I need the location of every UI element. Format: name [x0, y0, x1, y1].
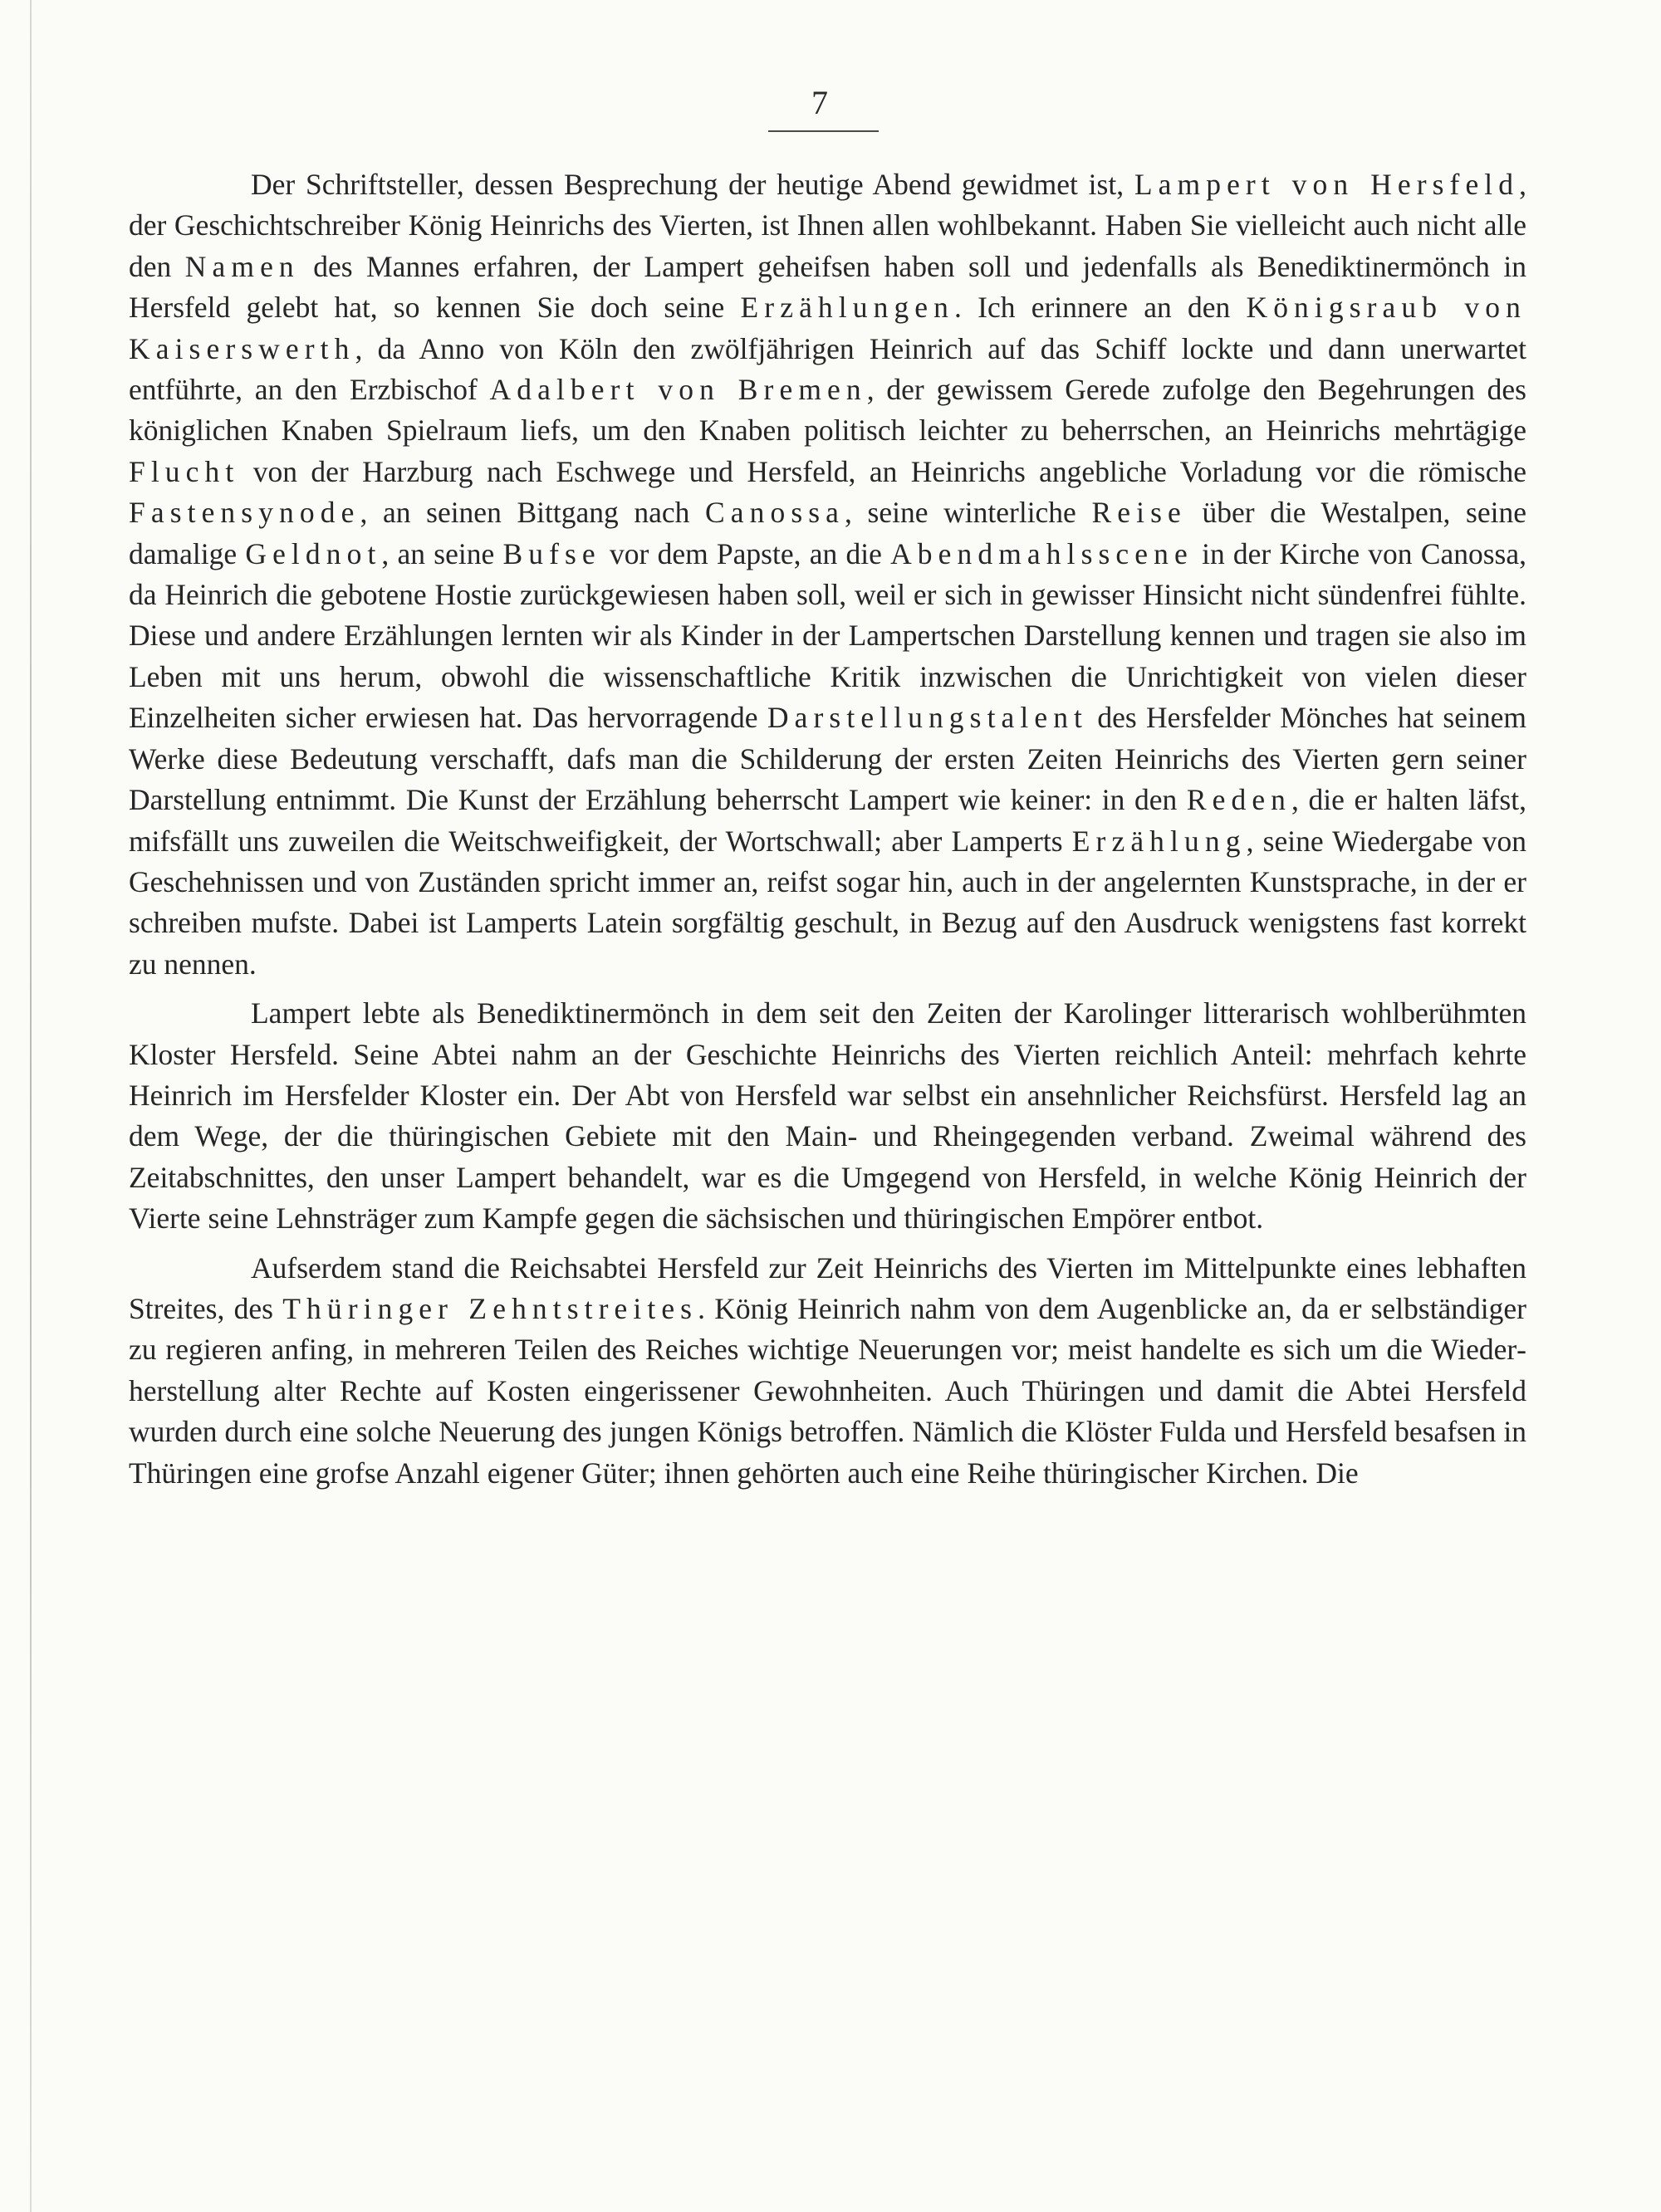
- text-run: des Hersfelder Mönches hat seinem Werke diese Bedeutung verschafft, dafs man die Schilderung der ersten Zeiten Heinrichs des Vierten gern seiner Darstellung entnimmt. Die Kunst der Erzählung beherrscht Lampert wie keiner: in den: [129, 701, 1526, 817]
- text-run: , da Anno von Köln den zwölfjährigen Heinrich auf das Schiff lockte und dann unerwartet entführte, an den Erzbischof: [129, 331, 1526, 407]
- text-run: Lampert lebte als Benediktinermönch in dem seit den Zeiten der Karolinger litterarisch wohlberühmten Kloster Hersfeld. Seine Abtei nahm an der Geschichte Heinrichs des Vierten reichlich Anteil: mehrfach kehrte Heinrich im Hersfelder Kloster ein. Der Abt von Hersfeld war selbst ein ansehnlicher Reichsfürst. Hersfeld lag an dem Wege, der die thüringischen Gebiete mit den Main- und Rheingegenden verband. Zweimal während des Zeitabschnittes, den unser Lampert behandelt, war es die Umgegend von Hersfeld, in welche König Heinrich der Vierte seine Lehnsträger zum Kampfe gegen die sächsischen und thüringischen Empörer entbot.: [129, 996, 1526, 1236]
- text-run: Aufserdem stand die Reichsabtei Hersfeld zur Zeit Heinrichs des Vierten im Mittelpunkte eines lebhaften Streites, des: [129, 1250, 1526, 1325]
- spaced-emphasis: Königsraub von Kaiserswerth: [129, 291, 1526, 365]
- paragraph: [129, 993, 1526, 1239]
- text-run: über die Westalpen, seine damalige: [129, 496, 1526, 570]
- spaced-emphasis: Bufse: [502, 536, 601, 570]
- page-number: 7: [811, 84, 828, 121]
- page-edge-shadow: [30, 0, 32, 2212]
- spaced-emphasis: Erzählungen: [740, 291, 955, 325]
- text-run: , an seine: [381, 536, 503, 570]
- spaced-emphasis: Fastensynode: [129, 496, 360, 530]
- text-run: , der Geschichtschreiber König Heinrichs des Vierten, ist Ihnen allen wohlbekannt. Haben Sie vielleicht auch nicht alle den: [129, 168, 1526, 283]
- text-run: . König Heinrich nahm von dem Augenblicke an, da er selbständiger zu regieren anfing, in mehreren Teilen des Reiches wichtige Neuerungen vor; meist handelte es sich um die Wiederherstellung alter Rechte auf Kosten eingerissener Gewohnheiten. Auch Thüringen und damit die Abtei Hersfeld wurden durch eine solche Neuerung des jungen Königs betroffen. Nämlich die Klöster Fulda und Hersfeld besafsen in Thüringen eine grofse Anzahl eigener Güter; ihnen gehörten auch eine Reihe thüringischer Kirchen. Die: [129, 1291, 1527, 1490]
- spaced-emphasis: Thüringer Zehntstreites: [282, 1291, 698, 1325]
- text-run: . Ich erinnere an den: [954, 291, 1247, 325]
- body-text: [129, 164, 1526, 1494]
- spaced-emphasis: Geldnot: [245, 536, 382, 570]
- text-run: Der Schriftsteller, dessen Besprechung der heutige Abend gewidmet ist,: [251, 168, 1134, 201]
- paragraph: [129, 164, 1526, 985]
- spaced-emphasis: Abendmahlsscene: [890, 536, 1193, 570]
- page-number-rule: [768, 130, 879, 132]
- spaced-emphasis: Reise: [1091, 496, 1187, 530]
- text-run: vor dem Papste, an die: [600, 536, 891, 570]
- text-run: , seine Wiedergabe von Geschehnissen und von Zuständen spricht immer an, reifst sogar hin, auch in der angelernten Kunstsprache, in der er schreiben mufste. Dabei ist Lamperts Latein sorgfältig geschult, in Bezug auf den Ausdruck wenigstens fast korrekt zu nennen.: [129, 824, 1526, 981]
- spaced-emphasis: Namen: [184, 249, 300, 283]
- text-run: , seine winterliche: [845, 496, 1092, 530]
- spaced-emphasis: Flucht: [129, 454, 240, 488]
- spaced-emphasis: Darstellungstalent: [767, 701, 1089, 735]
- text-run: in der Kirche von Canossa, da Heinrich die gebotene Hostie zurückgewiesen haben soll, weil er sich in gewisser Hinsicht nicht sündenfrei fühlte. Diese und andere Erzählungen lernten wir als Kinder in der Lampertschen Darstellung kennen und tragen sie also im Leben mit uns herum, obwohl die wissenschaftliche Kritik inzwischen die Unrichtigkeit von vielen dieser Einzelheiten sicher erwiesen hat. Das hervorragende: [129, 536, 1526, 735]
- paragraph: [129, 1248, 1526, 1494]
- text-run: , die er halten läfst, mifsfällt uns zuweilen die Weitschweifigkeit, der Wortschwall; aber Lamperts: [129, 783, 1526, 858]
- text-run: , an seinen Bittgang nach: [360, 496, 706, 530]
- text-run: , der gewissem Gerede zufolge den Begehrungen des königlichen Knaben Spielraum liefs, um den Knaben politisch leichter zu beherrschen, an Heinrichs mehrtägige: [129, 373, 1526, 448]
- text-run: des Mannes erfahren, der Lampert geheifsen haben soll und jedenfalls als Benediktinermönch in Hersfeld gelebt hat, so kennen Sie doch seine: [129, 249, 1526, 325]
- spaced-emphasis: Lampert von Hersfeld: [1134, 168, 1520, 201]
- spaced-emphasis: Reden: [1186, 783, 1292, 817]
- spaced-emphasis: Adalbert von Bremen: [489, 373, 867, 407]
- text-run: von der Harzburg nach Eschwege und Hersfeld, an Heinrichs angebliche Vorladung vor die römische: [239, 454, 1526, 488]
- spaced-emphasis: Canossa: [705, 496, 845, 530]
- spaced-emphasis: Erzählung: [1071, 824, 1247, 858]
